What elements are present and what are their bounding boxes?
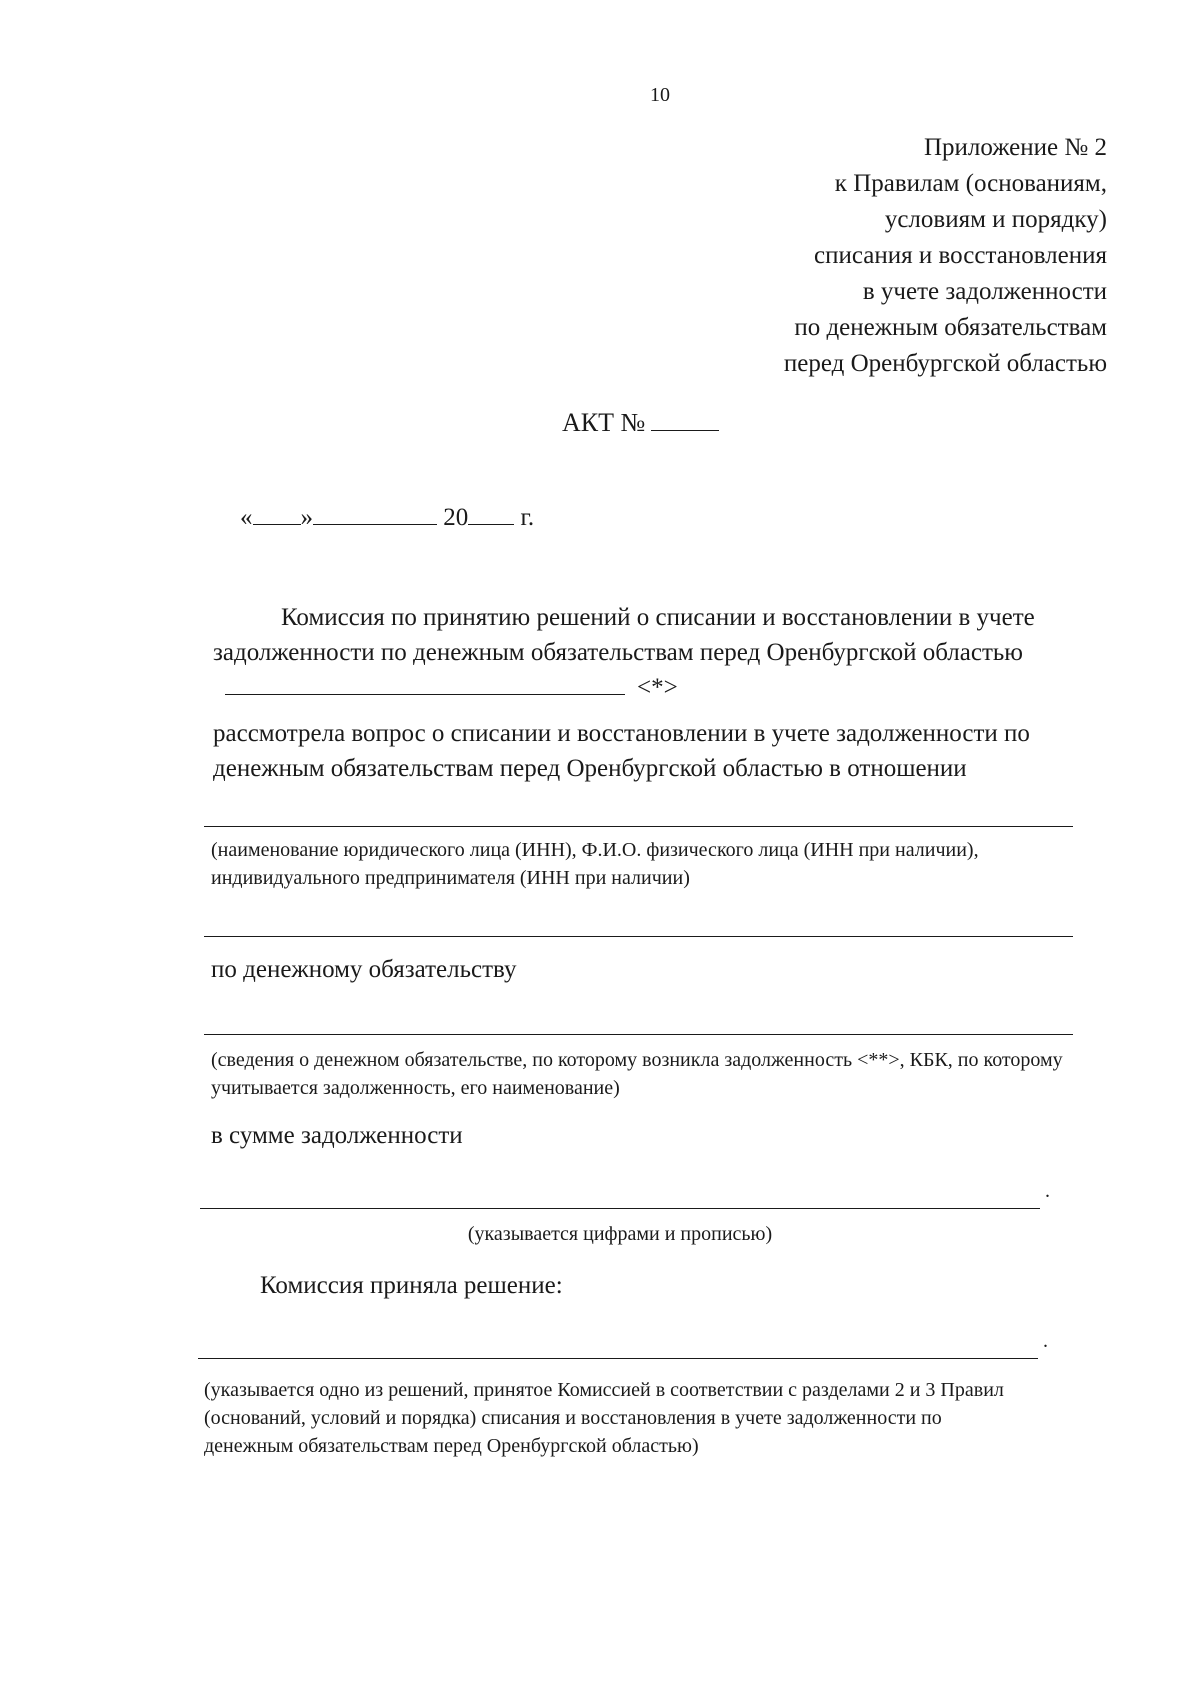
appendix-line: перед Оренбургской областью [783,350,1107,377]
year-prefix: 20 [443,504,469,531]
debtor-line [204,826,1073,827]
debtor-line-2 [204,936,1073,937]
amount-note: (указывается цифрами и прописью) [467,1223,773,1245]
month-blank [313,504,437,525]
obligation-note: (сведения о денежном обязательстве, по которому возникла задолженность <**>, КБК, по которому учитывается задолженность, его наименование) [211,1049,1063,1099]
appendix-line: в учете задолженности [862,278,1107,305]
appendix-line: списания и восстановления [814,242,1107,269]
obligation-line [204,1034,1073,1035]
footnote-mark: <*> [637,674,678,701]
date-close-quote: » [300,504,313,531]
appendix-line: Приложение № 2 [923,134,1107,161]
act-title [562,408,719,438]
by-obligation-label: по денежному обязательству [211,956,517,983]
appendix-line: по денежным обязательствам [794,314,1107,341]
appendix-header [784,130,1107,382]
decision-period: . [1043,1330,1048,1352]
day-blank [253,504,301,525]
amount-period: . [1045,1180,1050,1202]
commission-paragraph [213,600,1073,705]
reviewed-paragraph: рассмотрела вопрос о списании и восстановлении в учете задолженности по денежным обязательствам перед Оренбургской областью в отношении [213,720,1030,782]
decision-line [198,1358,1038,1359]
appendix-line: к Правилам (основаниям, [834,170,1107,197]
decision-label: Комиссия приняла решение: [260,1272,563,1299]
commission-name-blank [225,674,625,695]
year-blank [468,504,514,525]
date-line [240,504,534,532]
page-number: 10 [650,84,670,106]
commission-text: Комиссия по принятию решений о списании и восстановлении в учете задолженности по денежным обязательствам перед Оренбургской областью [213,604,1035,666]
appendix-line: условиям и порядку) [884,206,1107,233]
date-open-quote: « [240,504,253,531]
act-number-blank [651,408,719,431]
debtor-note: (наименование юридического лица (ИНН), Ф.И.О. физического лица (ИНН при наличии), индивидуального предпринимателя (ИНН при наличии) [211,839,979,889]
amount-line [200,1208,1040,1209]
debt-amount-label: в сумме задолженности [211,1122,463,1149]
decision-note: (указывается одно из решений, принятое Комиссией в соответствии с разделами 2 и 3 Правил (оснований, условий и порядка) списания и восстановления в учете задолженности по денежным обязательствам перед Оренбургской областью) [204,1379,1004,1457]
act-title-text: АКТ № [562,408,646,437]
year-suffix: г. [520,504,535,531]
